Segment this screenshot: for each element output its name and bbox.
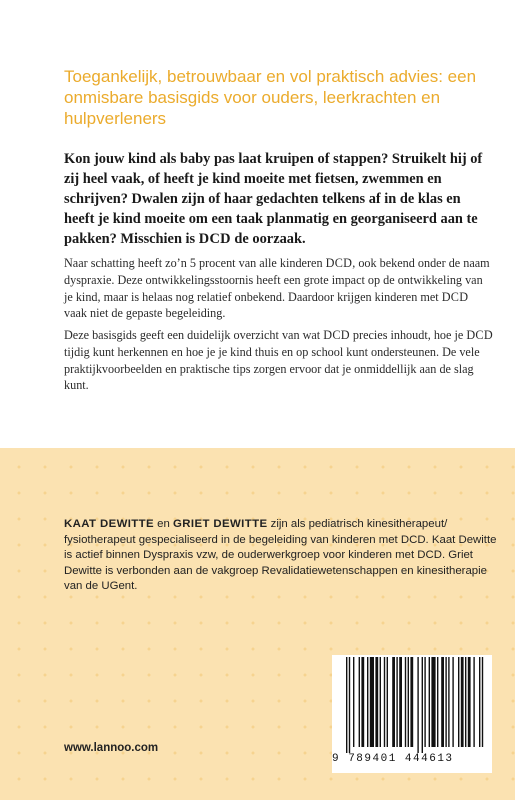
barcode-bar: [410, 657, 413, 747]
barcode-bars: [332, 655, 492, 755]
author-bio: [64, 517, 504, 595]
barcode-bar: [380, 657, 381, 747]
dcd-abbreviation: DCD: [198, 231, 231, 247]
barcode-bar: [448, 657, 449, 747]
barcode-bar: [367, 657, 368, 747]
barcode-bar: [458, 657, 459, 747]
intro-paragraph: [64, 149, 494, 249]
barcode-bar: [399, 657, 402, 747]
barcode-bar: [461, 657, 464, 747]
isbn-barcode: [332, 655, 492, 773]
barcode-bar: [479, 657, 480, 747]
p2-text-3: tijdig kunt herkennen en hoe je je kind thuis en op school kunt ondersteunen. De vele praktijkvoorbeelden en praktische tips zorgen ervoor dat je onmiddellijk aan de slag kunt.: [64, 344, 480, 393]
p2-text-1: Deze basisgids geeft een duidelijk overzicht van wat: [64, 328, 324, 342]
p1-text-3: vaak niet de gepaste begeleiding.: [64, 306, 226, 321]
tagline: Toegankelijk, betrouwbaar en vol praktisch advies: een onmisbare basisgids voor ouders, leerkrachten en hulpverleners: [64, 67, 477, 128]
isbn-number: 9 789401 444613: [332, 753, 454, 765]
barcode-bar: [405, 657, 406, 747]
barcode-bar: [408, 657, 409, 747]
dcd-abbreviation: DCD: [325, 256, 353, 270]
barcode-bar: [361, 657, 364, 747]
barcode-bar: [441, 657, 444, 747]
barcode-bar: [445, 657, 446, 747]
barcode-bar: [482, 657, 483, 747]
publisher-website[interactable]: www.lannoo.com: [64, 742, 159, 754]
barcode-bar: [429, 657, 430, 747]
barcode-bar: [375, 657, 378, 747]
barcode-bar: [437, 657, 438, 747]
barcode-bar: [452, 657, 453, 747]
intro-text-end: de oorzaak.: [230, 231, 306, 247]
barcode-bar: [353, 657, 354, 747]
barcode-bar: [384, 657, 385, 747]
bio-text: zijn als pediatrisch kinesitherapeut/ fysiotherapeut gespecialiseerd in de begeleiding van kinderen met DCD. Kaat Dewitte is actief binnen Dyspraxis vzw, de ouderwerkgroep voor kinderen met DCD. Griet Dewitte is verbonden aan de vakgroep Revalidatiewetenschappen en kinesitherapie van de UGent.: [64, 518, 497, 593]
dcd-abbreviation: DCD: [323, 328, 350, 342]
barcode-bar: [424, 657, 425, 747]
description-paragraph-2: [64, 327, 494, 394]
barcode-bar: [422, 657, 423, 753]
barcode-bar: [396, 657, 397, 747]
barcode-bar: [346, 657, 347, 753]
barcode-bar: [417, 657, 418, 753]
barcode-bar: [465, 657, 466, 747]
barcode-bar: [359, 657, 360, 747]
description-paragraph-1: [64, 255, 494, 322]
dcd-abbreviation: DCD: [466, 328, 493, 342]
barcode-bar: [349, 657, 350, 753]
barcode-bar: [468, 657, 471, 747]
p1-text-2: , ook bekend onder de naam dyspraxie. Deze ontwikkelingsstoornis heeft een grote impact op de ontwikkeling van je kind, maar is helaas nog relatief onbekend. Daardoor krijgen kinderen met: [64, 256, 490, 304]
barcode-bar: [473, 657, 474, 747]
barcode-bar: [370, 657, 374, 747]
barcode-bar: [392, 657, 395, 747]
p1-text-1: Naar schatting heeft zo’n 5 procent van alle kinderen: [64, 256, 326, 270]
intro-text-start: Kon jouw kind als baby pas laat kruipen of stappen? Struikelt hij of zij heel vaak, of heeft je kind moeite met fietsen, zwemmen en schrijven? Dwalen zijn of haar gedachten telkens af in de klas en heeft je kind moeite om een taak planmatig en georganiseerd aan te pakken? Misschien is: [64, 151, 483, 247]
barcode-bar: [387, 657, 388, 747]
dcd-abbreviation: DCD: [441, 289, 469, 304]
barcode-bar: [431, 657, 435, 747]
author-name-1: KAAT DEWITTE: [64, 518, 155, 530]
bio-connector: en: [154, 518, 174, 530]
p2-text-2: precies inhoudt, hoe je: [349, 328, 467, 342]
author-name-2: GRIET DEWITTE: [173, 518, 268, 530]
